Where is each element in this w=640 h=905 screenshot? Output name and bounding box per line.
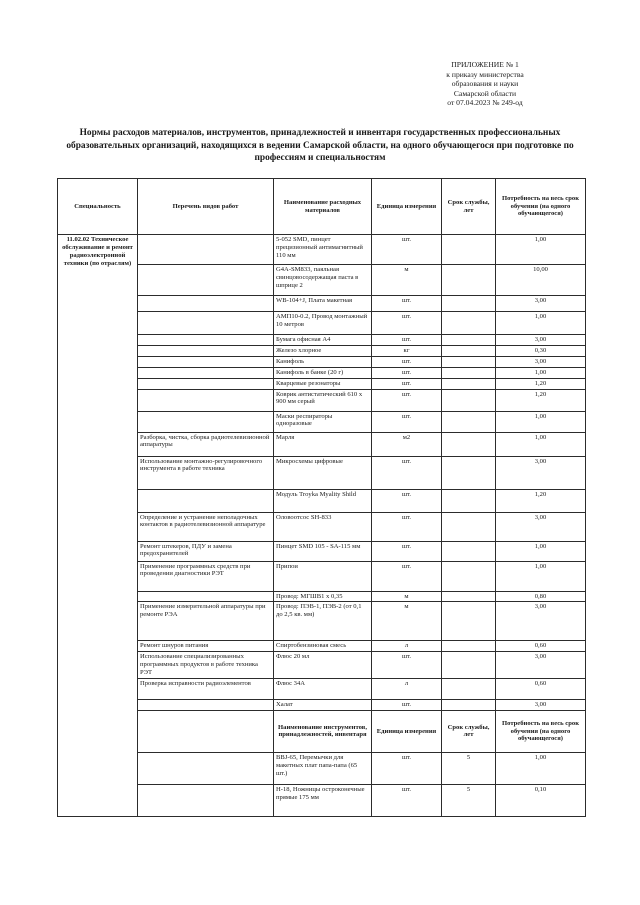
item-name-cell: Спиртобензиновая смесь xyxy=(274,641,372,652)
need-cell: 3,00 xyxy=(496,296,586,312)
term-cell: 5 xyxy=(442,784,496,816)
need-cell: 3,00 xyxy=(496,335,586,346)
table-row xyxy=(58,652,586,679)
table-row xyxy=(58,356,586,367)
item-name-cell: Флюс 34А xyxy=(274,679,372,700)
work-type-cell: Ремонт штекеров, ПДУ и замена предохранителей xyxy=(138,541,274,561)
term-cell xyxy=(442,367,496,378)
item-name-cell: Железо хлорное xyxy=(274,345,372,356)
tools-subheader-row xyxy=(58,710,586,752)
work-type-cell: Применение программных средств при проведении диагностики РЭТ xyxy=(138,561,274,591)
table-row xyxy=(58,389,586,411)
term-cell xyxy=(442,432,496,456)
item-name-cell: Провод: ПЭВ-1, ПЭВ-2 (от 0,1 до 2,5 кв. мм) xyxy=(274,602,372,641)
work-type-cell: Использование монтажно-регулировочного инструмента в работе техника xyxy=(138,456,274,489)
need-cell: 1,00 xyxy=(496,312,586,335)
item-name-cell: Маски респираторы одноразовые xyxy=(274,411,372,432)
term-cell xyxy=(442,489,496,512)
table-row xyxy=(58,700,586,711)
unit-cell: шт. xyxy=(372,235,442,265)
work-type-cell xyxy=(138,356,274,367)
need-cell: 3,00 xyxy=(496,700,586,711)
unit-cell: шт. xyxy=(372,367,442,378)
work-type-cell xyxy=(138,378,274,389)
term-cell: 5 xyxy=(442,752,496,784)
term-cell xyxy=(442,700,496,711)
work-type-cell xyxy=(138,265,274,296)
appendix-line: к приказу министерства xyxy=(446,69,524,79)
appendix-block xyxy=(410,60,560,108)
unit-cell: шт. xyxy=(372,700,442,711)
need-cell: 10,00 xyxy=(496,265,586,296)
table-row xyxy=(58,411,586,432)
work-type-cell xyxy=(138,752,274,784)
work-type-cell: Использование специализированных программных продуктов в работе техника РЭТ xyxy=(138,652,274,679)
item-name-cell: Коврик антистатический 610 х 900 мм серый xyxy=(274,389,372,411)
unit-cell: шт. xyxy=(372,378,442,389)
table-row xyxy=(58,602,586,641)
unit-cell: шт. xyxy=(372,312,442,335)
term-cell xyxy=(442,541,496,561)
table-row xyxy=(58,489,586,512)
unit-cell: шт. xyxy=(372,784,442,816)
subheader-tools: Наименование инструментов, принадлежностей, инвентаря xyxy=(274,710,372,752)
need-cell: 3,00 xyxy=(496,652,586,679)
table-body xyxy=(58,235,586,817)
term-cell xyxy=(442,679,496,700)
item-name-cell: АМП10-0.2, Провод монтажный 10 метров xyxy=(274,312,372,335)
need-cell: 1,20 xyxy=(496,389,586,411)
item-name-cell: Канифоль в банке (20 г) xyxy=(274,367,372,378)
term-cell xyxy=(442,561,496,591)
item-name-cell: Модуль Troyka Myality Shild xyxy=(274,489,372,512)
specialty-cell: 11.02.02 Техническое обслуживание и ремонт радиоэлектронной техники (по отраслям) xyxy=(58,235,138,817)
need-cell: 0,30 xyxy=(496,345,586,356)
need-cell: 1,00 xyxy=(496,752,586,784)
item-name-cell: Марля xyxy=(274,432,372,456)
appendix-line: Самарской области xyxy=(453,88,517,98)
work-type-cell xyxy=(138,591,274,602)
need-cell: 3,00 xyxy=(496,456,586,489)
header-unit: Единица измерения xyxy=(372,179,442,235)
term-cell xyxy=(442,641,496,652)
table-row xyxy=(58,432,586,456)
unit-cell: шт. xyxy=(372,752,442,784)
need-cell: 1,00 xyxy=(496,432,586,456)
table-row xyxy=(58,265,586,296)
work-type-cell xyxy=(138,335,274,346)
unit-cell: л xyxy=(372,679,442,700)
unit-cell: м xyxy=(372,602,442,641)
table-row xyxy=(58,541,586,561)
item-name-cell: Припои xyxy=(274,561,372,591)
norms-table xyxy=(57,178,586,817)
header-need: Потребность на весь срок обучения (на одного обучающегося) xyxy=(496,179,586,235)
term-cell xyxy=(442,652,496,679)
term-cell xyxy=(442,265,496,296)
unit-cell: шт. xyxy=(372,541,442,561)
work-type-cell xyxy=(138,235,274,265)
need-cell: 3,00 xyxy=(496,512,586,541)
need-cell: 1,00 xyxy=(496,411,586,432)
item-name-cell: G4A-SM833, паяльная свинцовосодержащая паста в шприце 2 xyxy=(274,265,372,296)
appendix-line: от 07.04.2023 № 249-од xyxy=(447,98,523,108)
table-row xyxy=(58,367,586,378)
item-name-cell: Н-18, Ножницы остроконечные прямые 175 мм xyxy=(274,784,372,816)
need-cell: 1,00 xyxy=(496,541,586,561)
unit-cell: кг xyxy=(372,345,442,356)
item-name-cell: ВВJ-65, Перемычки для макетных плат папа-папа (65 шт.) xyxy=(274,752,372,784)
subheader-term: Срок службы, лет xyxy=(442,710,496,752)
term-cell xyxy=(442,602,496,641)
unit-cell: шт. xyxy=(372,335,442,346)
unit-cell: шт. xyxy=(372,356,442,367)
item-name-cell: WB-104+J, Плата макетная xyxy=(274,296,372,312)
need-cell: 0,60 xyxy=(496,679,586,700)
item-name-cell: 5-052 SMD, пинцет прецизионный антимагнитный 110 мм xyxy=(274,235,372,265)
work-type-cell xyxy=(138,312,274,335)
term-cell xyxy=(442,345,496,356)
unit-cell: шт. xyxy=(372,456,442,489)
unit-cell: шт. xyxy=(372,489,442,512)
table-row xyxy=(58,784,586,816)
table-row xyxy=(58,335,586,346)
subheader-unit: Единица измерения xyxy=(372,710,442,752)
work-type-cell xyxy=(138,489,274,512)
table-row xyxy=(58,679,586,700)
unit-cell: шт. xyxy=(372,411,442,432)
unit-cell: л xyxy=(372,641,442,652)
unit-cell: шт. xyxy=(372,652,442,679)
term-cell xyxy=(442,235,496,265)
work-type-cell xyxy=(138,389,274,411)
work-type-cell xyxy=(138,345,274,356)
term-cell xyxy=(442,312,496,335)
header-specialty: Специальность xyxy=(58,179,138,235)
need-cell: 1,00 xyxy=(496,367,586,378)
item-name-cell: Провод: МГШВ1 х 0,35 xyxy=(274,591,372,602)
work-type-cell: Проверка исправности радиоэлементов xyxy=(138,679,274,700)
table-row xyxy=(58,312,586,335)
subheader-need: Потребность на весь срок обучения (на одного обучающегося) xyxy=(496,710,586,752)
term-cell xyxy=(442,591,496,602)
term-cell xyxy=(442,512,496,541)
table-row xyxy=(58,512,586,541)
table-row xyxy=(58,456,586,489)
work-type-cell: Определение и устранение неполадочных контактов в радиотелевизионной аппаратуре xyxy=(138,512,274,541)
appendix-line: ПРИЛОЖЕНИЕ № 1 xyxy=(451,60,519,69)
item-name-cell: Бумага офисная А4 xyxy=(274,335,372,346)
table-row xyxy=(58,296,586,312)
need-cell: 1,20 xyxy=(496,378,586,389)
item-name-cell: Кварцевые резонаторы xyxy=(274,378,372,389)
term-cell xyxy=(442,389,496,411)
work-type-cell xyxy=(138,296,274,312)
item-name-cell: Микросхемы цифровые xyxy=(274,456,372,489)
table-row xyxy=(58,345,586,356)
work-type-cell: Ремонт шнуров питания xyxy=(138,641,274,652)
term-cell xyxy=(442,356,496,367)
need-cell: 1,00 xyxy=(496,235,586,265)
item-name-cell: Флюс 20 мл xyxy=(274,652,372,679)
table-row xyxy=(58,561,586,591)
term-cell xyxy=(442,296,496,312)
need-cell: 3,00 xyxy=(496,602,586,641)
appendix-line: образования и науки xyxy=(451,79,519,89)
table-row xyxy=(58,641,586,652)
need-cell: 1,00 xyxy=(496,561,586,591)
unit-cell: шт. xyxy=(372,296,442,312)
table-row xyxy=(58,378,586,389)
work-type-cell xyxy=(138,700,274,711)
term-cell xyxy=(442,335,496,346)
header-term: Срок службы, лет xyxy=(442,179,496,235)
unit-cell: шт. xyxy=(372,512,442,541)
empty-work-cell xyxy=(138,710,274,752)
unit-cell: шт. xyxy=(372,389,442,411)
unit-cell: шт. xyxy=(372,561,442,591)
table-row xyxy=(58,235,586,265)
need-cell: 1,20 xyxy=(496,489,586,512)
need-cell: 0,60 xyxy=(496,641,586,652)
term-cell xyxy=(442,378,496,389)
header-materials: Наименование расходных материалов xyxy=(274,179,372,235)
document-title: Нормы расходов материалов, инструментов, принадлежностей и инвентаря государственных профессиональных образовательных организаций, находящихся в ведении Самарской области, на одного обучающегося при подготовке по профессиям и специальностям xyxy=(66,128,574,164)
work-type-cell xyxy=(138,784,274,816)
item-name-cell: Халат xyxy=(274,700,372,711)
item-name-cell: Оловоотсос SH-833 xyxy=(274,512,372,541)
work-type-cell xyxy=(138,411,274,432)
item-name-cell: Канифоль xyxy=(274,356,372,367)
term-cell xyxy=(442,411,496,432)
need-cell: 0,80 xyxy=(496,591,586,602)
item-name-cell: Пинцет SMD 105 - SA-115 мм xyxy=(274,541,372,561)
work-type-cell xyxy=(138,367,274,378)
unit-cell: м2 xyxy=(372,432,442,456)
unit-cell: м xyxy=(372,591,442,602)
need-cell: 0,10 xyxy=(496,784,586,816)
work-type-cell: Применение измерительной аппаратуры при ремонте РЭА xyxy=(138,602,274,641)
work-type-cell: Разборка, чистка, сборка радиотелевизионной аппаратуры xyxy=(138,432,274,456)
need-cell: 3,00 xyxy=(496,356,586,367)
table-row xyxy=(58,591,586,602)
table-header-row xyxy=(58,179,586,235)
table-row xyxy=(58,752,586,784)
term-cell xyxy=(442,456,496,489)
unit-cell: м xyxy=(372,265,442,296)
header-works: Перечень видов работ xyxy=(138,179,274,235)
